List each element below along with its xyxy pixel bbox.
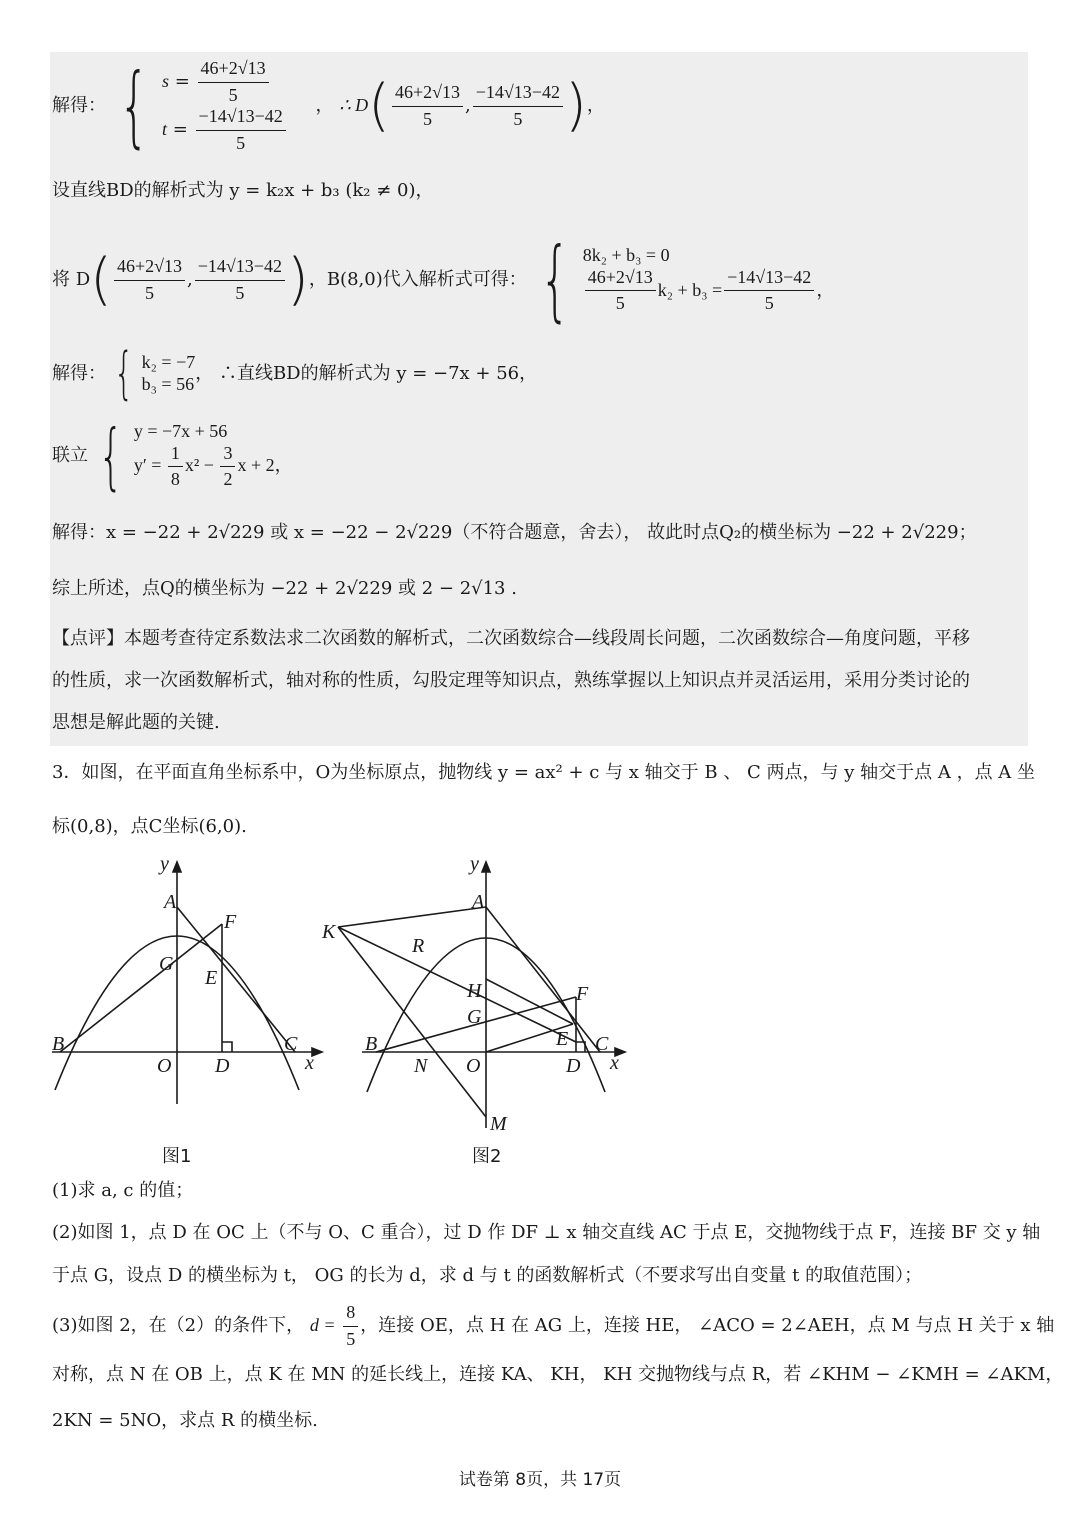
- label-c: C: [284, 1033, 298, 1055]
- label-e: E: [205, 967, 218, 989]
- figure-1: [40, 852, 330, 1112]
- line-kh: [338, 927, 576, 1042]
- label-b: B: [365, 1033, 378, 1055]
- label-g: G: [467, 1006, 482, 1028]
- solution-line-6: 解得：x = −22 + 2√229 或 x = −22 − 2√229（不符合题意，舍去）， 故此时点Q₂的横坐标为 −22 + 2√229；: [52, 522, 977, 543]
- label-n: N: [414, 1055, 428, 1077]
- solution-line-2: 设直线BD的解析式为 y = k₂x + b₃ (k₂ ≠ 0)，: [52, 180, 434, 201]
- solution-line-7: 综上所述，点Q的横坐标为 −22 + 2√229 或 2 − 2√13 .: [52, 578, 517, 599]
- label-b: B: [52, 1033, 65, 1055]
- question-3-line-2: 对称，点 N 在 OB 上，点 K 在 MN 的延长线上，连接 KA、 KH， KH 交抛物线与点 R，若 ∠KHM − ∠KMH = ∠AKM，: [52, 1364, 1064, 1385]
- label-y: y: [160, 853, 169, 875]
- question-2-line-1: (2)如图 1，点 D 在 OC 上（不与 O、C 重合），过 D 作 DF ⊥ x 轴交直线 AC 于点 E，交抛物线于点 F，连接 BF 交 y 轴: [52, 1222, 1041, 1243]
- solution-line-5: 联立 { y = −7x + 56 y′ = $\frac{1}{8}$ x² − $\frac{3}{2}$ x + 2，: [52, 414, 293, 498]
- label-a: A: [472, 891, 485, 913]
- line-ac: [486, 907, 600, 1052]
- problem-3-line-2: 标(0,8)，点C坐标(6,0).: [52, 816, 247, 837]
- point-d-label: ∴ D: [339, 95, 369, 116]
- solution-line-1: 解得： { s = $\frac{46+2√13}{5}$ t = $\frac{-14√13-42}{5}$ ， ∴ D( $\frac{46+2√13}{5}$ , $\frac{-14√13-42}{5}$ )，: [52, 54, 605, 158]
- label-f: F: [576, 983, 589, 1005]
- label-e: E: [556, 1028, 569, 1050]
- s-fraction: $\frac{46+2√13}{5}$: [198, 58, 269, 106]
- label-r: R: [412, 935, 425, 957]
- question-2-line-2: 于点 G，设点 D 的横坐标为 t， OG 的长为 d，求 d 与 t 的函数解析式（不要求写出自变量 t 的取值范围）；: [52, 1265, 923, 1286]
- problem-3-line-1: 3．如图，在平面直角坐标系中，O为坐标原点，抛物线 y = ax² + c 与 x 轴交于 B 、 C 两点，与 y 轴交于点 A ，点 A 坐: [52, 762, 1036, 783]
- line-ka: [338, 907, 486, 927]
- solution-line-4: 解得： { k₂ = −7 b₃ = 56 ， ∴直线BD的解析式为 y = −7x + 56，: [52, 341, 538, 406]
- label-x: x: [610, 1052, 619, 1074]
- label-y: y: [470, 853, 479, 875]
- question-1: (1)求 a, c 的值；: [52, 1180, 194, 1201]
- label-o: O: [466, 1055, 481, 1077]
- review-line-1: 【点评】本题考查待定系数法求二次函数的解析式，二次函数综合—线段周长问题，二次函数综合—角度问题，平移: [52, 628, 970, 649]
- label-m: M: [490, 1113, 507, 1135]
- figure-1-caption: 图1: [162, 1146, 192, 1167]
- question-3-line-1: (3)如图 2，在（2）的条件下， d = $\frac{8}{5}$ ，连接 OE，点 H 在 AG 上，连接 HE， ∠ACO = 2∠AEH，点 M 与点 H 关于 x 轴: [52, 1302, 1055, 1349]
- label-d: D: [215, 1055, 230, 1077]
- label-f: F: [224, 911, 237, 933]
- label-d: D: [566, 1055, 581, 1077]
- label-c: C: [595, 1033, 609, 1055]
- line-bf: [60, 924, 222, 1052]
- right-angle-mark: [222, 1042, 232, 1052]
- label-h: H: [467, 980, 482, 1002]
- label-k: K: [322, 921, 336, 943]
- label-a: A: [164, 891, 177, 913]
- review-line-3: 思想是解此题的关键.: [52, 712, 220, 733]
- solved-label: 解得：: [52, 95, 106, 117]
- question-3-line-3: 2KN = 5NO，求点 R 的横坐标.: [52, 1410, 318, 1431]
- solution-line-3: 将 D( $\frac{46+2√13}{5}$ , $\frac{-14√13-42}{5}$ )，B(8,0)代入解析式可得： { 8k₂ + b₃ = 0 $\frac{46+2√13}{5}$ k₂ + b₃ = $\frac{-14√13-42}{5}$ ，: [52, 228, 835, 331]
- label-g: G: [159, 953, 174, 975]
- figure-2-caption: 图2: [472, 1146, 502, 1167]
- figure-2: [320, 852, 640, 1142]
- t-fraction: $\frac{-14√13-42}{5}$: [196, 106, 286, 154]
- label-o: O: [157, 1055, 172, 1077]
- label-x: x: [305, 1052, 314, 1074]
- page-footer: 试卷第 8页，共 17页: [458, 1470, 622, 1490]
- review-line-2: 的性质，求一次函数解析式，轴对称的性质，勾股定理等知识点，熟练掌握以上知识点并灵活运用，采用分类讨论的: [52, 670, 970, 691]
